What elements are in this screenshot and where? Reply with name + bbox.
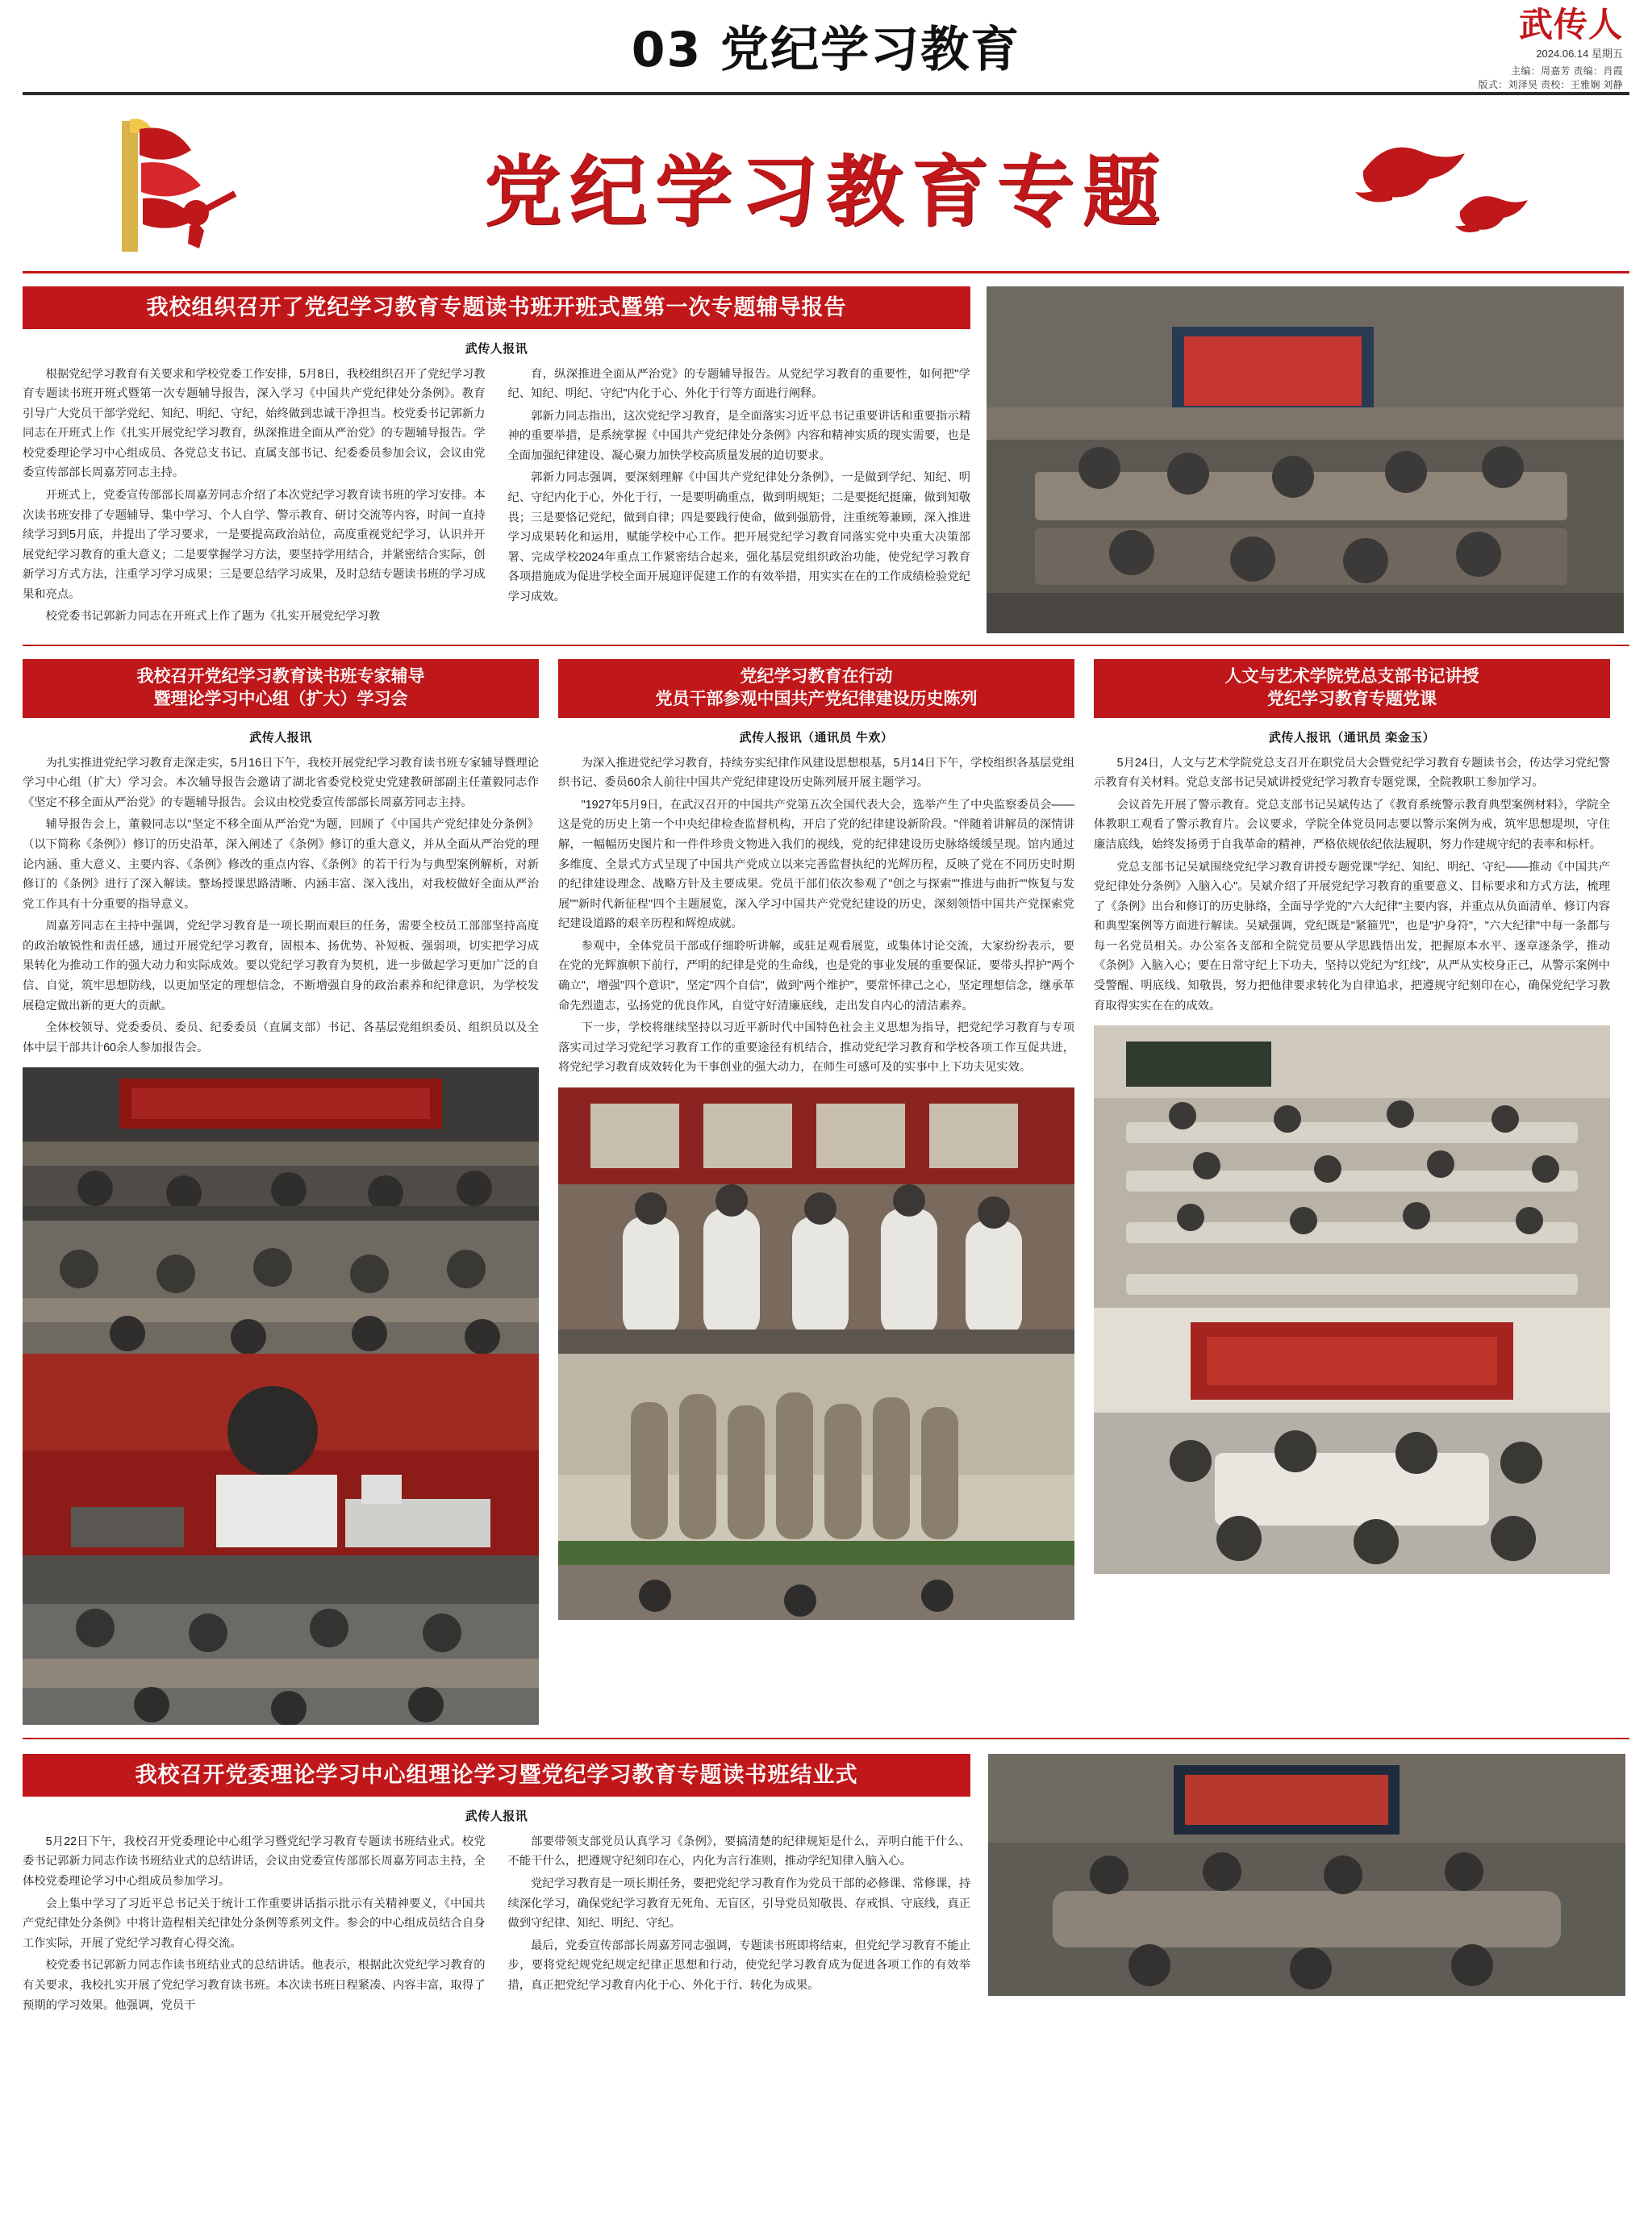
paragraph: 为扎实推进党纪学习教育走深走实，5月16日下午，我校开展党纪学习教育读书班专家辅导暨理论学习中心组（扩大）学习会。本次辅导报告会邀请了湖北省委党校党史党建教研部副主任董毅同志作《坚定不移全面从严治党》的专题辅导报告。会议由校党委宣传部部长周嘉芳同志主持。 [23,756,539,809]
paper-logo: 武传人 [1518,5,1623,44]
three-column-section [23,659,1629,1725]
lead-photo [987,286,1624,633]
lead-headline: 我校组织召开了党纪学习教育专题读书班开班式暨第一次专题辅导报告 [23,286,970,329]
column-1-photo-3 [23,1354,539,1555]
column-3-body [1094,753,1610,1016]
paragraph: 育，纵深推进全面从严治党》的专题辅导报告。从党纪学习教育的重要性，如何把"学纪、知纪、明纪、守纪"内化于心、外化于行等方面进行阐释。 [507,367,970,401]
party-flag-torch-emblem-icon [99,115,244,258]
paragraph: 5月22日下午，我校召开党委理论中心组学习暨党纪学习教育专题读书班结业式。校党委书记郭新力同志作读书班结业式的总结讲话，会议由党委宣传部部长周嘉芳同志主持，全体校党委理论学习中心组成员参加学习。 [23,1835,486,1889]
divider [23,1738,1629,1739]
paragraph: 辅导报告会上，董毅同志以"坚定不移全面从严治党"为题，回顾了《中国共产党纪律处分条例》（以下简称《条例》）修订的历史沿革，深入阐述了《条例》修订的重大意义，并从全面从严治党的理论内涵、重大意义、主要内容、《条例》修改的重点内容、《条例》的若干行为与典型案例解析，对新修订的《条例》进行了深入解读。整场授课思路清晰、内涵丰富、深入浅出，对我校做好全面从严治党工作具有十分重要的指导意义。 [23,818,539,911]
closing-photo [988,1754,1625,1996]
credits-line-2: 版式：刘泽昊 责校：王雅娴 刘静 [1478,79,1623,91]
column-1-photo-2 [23,1221,539,1354]
column-2-byline: 武传人报讯（通讯员 牛欢） [739,730,894,745]
paragraph: 会上集中学习了习近平总书记关于统计工作重要讲话指示批示有关精神要义，《中国共产党纪律处分条例》中将计造程相关纪律处分条例等系列文件。参会的中心组成员结合自身工作实际，开展了党纪学习教育心得交流。 [23,1897,486,1950]
paragraph: 5月24日，人文与艺术学院党总支召开在职党员大会暨党纪学习教育专题读书会，传达学习党纪警示教育有关材料。党总支部书记吴斌讲授党纪学习教育专题党课，全院教职工参加学习。 [1094,756,1610,790]
paragraph: 校党委书记郭新力同志在开班式上作了题为《扎实开展党纪学习教 [45,610,381,624]
headline-line-1: 人文与艺术学院党总支部书记讲授 [1224,667,1479,686]
paragraph: 党纪学习教育是一项长期任务，要把党纪学习教育作为党员干部的必修课、常修课，持续深化学习，确保党纪学习教育无死角、无盲区，引导党员知敬畏、存戒惧、守底线，真正做到守纪律、知纪、明纪、守纪。 [507,1877,970,1931]
paragraph: 根据党纪学习教育有关要求和学校党委工作安排，5月8日，我校组织召开了党纪学习教育专题读书班开班式暨第一次专题辅导报告，深入学习《中国共产党纪律处分条例》。教育引导广大党员干部学党纪、知纪、明纪、守纪，始终做到忠诚干净担当。校党委书记郭新力同志在开班式上作《扎实开展党纪学习教育，纵深推进全面从严治党》的专题辅导报告。学校党委理论学习中心组成员、各党总支书记、直属支部书记、纪委委员参加会议，会议由党委宣传部部长周嘉芳同志主持。 [23,367,486,480]
column-3-photo-2 [1094,1308,1610,1574]
column-1-body [23,753,539,1058]
paragraph: 郭新力同志强调，要深刻理解《中国共产党纪律处分条例》，一是做到学纪、知纪、明纪、守纪内化于心，外化于行，一是要明确重点，做到明规矩；二是要挺纪挺廉，做到知敬畏；三是要恪记党纪，做到自律；四是要践行使命，做到强筋骨，注重统筹兼顾，深入推进学习成果转化和运用，赋能学校中心工作。把开展党纪学习教育同落实党中央重大决策部署、完成学校2024年重点工作紧密结合起来，强化基层党组织政治功能，使党纪学习教育各项措施成为促进学校全面开展迎评促建工作的有效举措，用实实在在的工作成绩检验党纪学习成效。 [507,471,970,603]
headline-line-1: 党纪学习教育在行动 [740,667,893,686]
column-2-headline [558,659,1074,718]
column-1-photo-4 [23,1555,539,1725]
article-column-1 [23,659,539,1725]
masthead [23,0,1629,95]
headline-line-1: 我校召开党纪学习教育读书班专家辅导 [136,667,425,686]
paragraph: 会议首先开展了警示教育。党总支部书记吴斌传达了《教育系统警示教育典型案例材料》，学院全体教职工观看了警示教育片。会议要求，学院全体党员同志要以警示案例为戒，筑牢思想堤坝，守住廉洁底线，始终发扬勇于自我革命的精神，严格依规依纪依法履职，努力作建规守纪的表率和标杆。 [1094,798,1610,851]
column-2-body [558,753,1074,1078]
paragraph: 周嘉芳同志在主持中强调，党纪学习教育是一项长期而艰巨的任务，需要全校员工部部坚持高度的政治敏锐性和责任感，通过开展党纪学习教育，固根本、扬优势、补短板、强弱项，切实把学习成果转化为推动工作的强大动力和实际成效。要以党纪学习教育为契机，进一步做起学习更加广泛的自信、自觉，筑牢思想防线，以更加坚定的理想信念，不断增强自身的政治素养和纪律意识，为学校发展稳定做出新的更大的贡献。 [23,920,539,1012]
closing-byline: 武传人报讯 [465,1809,528,1823]
column-1-headline [23,659,539,718]
lead-column-1 [23,365,486,630]
issue-date: 2024.06.14 星期五 [1536,48,1623,60]
paragraph: "1927年5月9日，在武汉召开的中国共产党第五次全国代表大会，选举产生了中央监察委员会——这是党的历史上第一个中央纪律检查监督机构，开启了党的纪律建设新阶段。"伴随着讲解员的深情讲解，一幅幅历史图片和一件件珍贵文物进入我们的视线，党的纪律建设历史脉络缓缓呈现。馆内通过多维度、全景式方式呈现了中国共产党成立以来完善监督执纪的光辉历程，反映了党在不同历史时期的纪律建设理念、战略方针及主要成果。党员干部们依次参观了"创之与探索""推进与曲折""恢复与发展""新时代新征程"四个主题展览，深入学习中国共产党党纪建设的历史，深刻领悟中国共产党探索党纪建设道路的艰辛历程和辉煌成就。 [558,798,1074,931]
column-2-photo-2 [558,1354,1074,1620]
paragraph: 为深入推进党纪学习教育，持续夯实纪律作风建设思想根基，5月14日下午，学校组织各基层党组织书记、委员60余人前往中国共产党纪律建设历史陈列展开展主题学习。 [558,756,1074,790]
paragraph: 党总支部书记吴斌围绕党纪学习教育讲授专题党课"学纪、知纪、明纪、守纪——推动《中国共产党纪律处分条例》入脑入心"。吴斌介绍了开展党纪学习教育的重要意义、目标要求和方式方法，梳理了《条例》出台和修订的历史脉络，全面导学党的"六大纪律"主要内容，并重点从负面清单、修订内容和典型案例等方面进行解读。吴斌强调，党纪既是"紧箍咒"，也是"护身符"，"六大纪律"中每一条都与每一名党员相关。办公室各支部和全院党员要从学思践悟出发，把握原本水平、逐章逐条学，推动《条例》入脑入心；要在日常守纪上下功夫，坚持以党纪为"红线"，从严从实校身正己，从警示案例中受警醒、明底线、知敬畏，努力把他律要求转化为自律追求，把遵规守纪刻印在心，确保党纪学习教育取得实实在在的成效。 [1094,860,1610,1012]
paragraph: 郭新力同志指出，这次党纪学习教育，是全面落实习近平总书记重要讲话和重要指示精神的重要举措，是系统掌握《中国共产党纪律处分条例》内容和精神实质的现实需要，也是全面加强纪律建设、凝心聚力加快学校高质量发展的迫切要求。 [507,409,970,462]
column-3-headline [1094,659,1610,718]
headline-line-2: 党纪学习教育专题党课 [1267,690,1437,709]
headline-line-2: 暨理论学习中心组（扩大）学习会 [153,690,408,709]
column-3-byline: 武传人报讯（通讯员 栾金玉） [1268,730,1436,745]
paragraph: 部要带领支部党员认真学习《条例》，要搞清楚的纪律规矩是什么，弄明白能干什么、不能干什么，把遵规守纪刻印在心，内化为言行准则，推动学纪知律入脑入心。 [507,1835,970,1868]
page-title: 03 党纪学习教育 [631,22,1021,78]
column-1-photo-1 [23,1067,539,1221]
column-2-photo-1 [558,1087,1074,1354]
paragraph: 开班式上，党委宣传部部长周嘉芳同志介绍了本次党纪学习教育读书班的学习安排。本次读书班安排了专题辅导、集中学习、个人自学、警示教育、研讨交流等内容，时间一直持续学习到5月底，并提出了学习要求，一是要提高政治站位，高度重视党纪学习，认识并开展党纪学习教育的重大意义；二是要掌握学习方法，要坚持学用结合，并紧密结合实际，创新学习方式方法，注重学习学习成果；三是要总结学习成果，及时总结专题读书班的学习成果和亮点。 [23,489,486,601]
article-column-3 [1094,659,1610,1725]
article-column-2 [558,659,1074,1725]
masthead-meta [1357,5,1623,91]
paragraph: 参观中，全体党员干部或仔细聆听讲解，或驻足观看展览，或集体讨论交流，大家纷纷表示，要在党的光辉旗帜下前行，严明的纪律是党的生命线，也是党的事业发展的重要保证，要带头捍护"两个确立"，增强"四个意识"，坚定"四个自信"，做到"两个维护"，要常怀律己之心，坚定理想信念，继承革命先烈遗志，弘扬党的优良作风，自觉守好清廉底线，走出发自内心的清洁素养。 [558,939,1074,1012]
lead-byline: 武传人报讯 [465,341,528,356]
closing-article [23,1754,1629,2018]
banner-title: 党纪学习教育专题 [484,146,1168,237]
paragraph: 最后，党委宣传部部长周嘉芳同志强调，专题读书班即将结束，但党纪学习教育不能止步，要将党纪规党纪规定纪律正思想和行动，使党纪学习教育成为促进各项工作的有效举措，真正把党纪学习教育内化于心、外化于行、转化为成果。 [507,1939,970,1992]
lead-column-2 [508,365,971,630]
section-banner [23,100,1629,273]
closing-headline: 我校召开党委理论学习中心组理论学习暨党纪学习教育专题读书班结业式 [23,1754,970,1797]
paragraph: 全体校领导、党委委员、委员、纪委委员（直属支部）书记、各基层党组织委员、组织员以及全体中层干部共计60余人参加报告会。 [23,1021,539,1054]
lead-article [23,286,1629,633]
column-1-byline: 武传人报讯 [249,730,312,745]
divider [23,645,1629,646]
paragraph: 下一步，学校将继续坚持以习近平新时代中国特色社会主义思想为指导，把党纪学习教育与专项落实司过学习党纪学习教育工作的重要途径有机结合，推动党纪学习教育和学校各项工作互促共进，将党纪学习教育成效转化为干事创业的强大动力，在师生可感可及的实事中上下功夫见实效。 [558,1021,1074,1075]
doves-icon [1339,124,1549,245]
credits-line-1: 主编：周嘉芳 责编：肖霞 [1511,65,1623,77]
closing-column-1 [23,1832,486,2018]
paragraph: 校党委书记郭新力同志作读书班结业式的总结讲话。他表示，根据此次党纪学习教育的有关要求，我校扎实开展了党纪学习教育读书班。本次读书班日程紧凑、内容丰富，取得了预期的学习效果。他强调，党员干 [23,1959,486,2012]
column-3-photo-1 [1094,1025,1610,1308]
headline-line-2: 党员干部参观中国共产党纪律建设历史陈列 [655,690,978,709]
closing-column-2 [508,1832,971,2018]
